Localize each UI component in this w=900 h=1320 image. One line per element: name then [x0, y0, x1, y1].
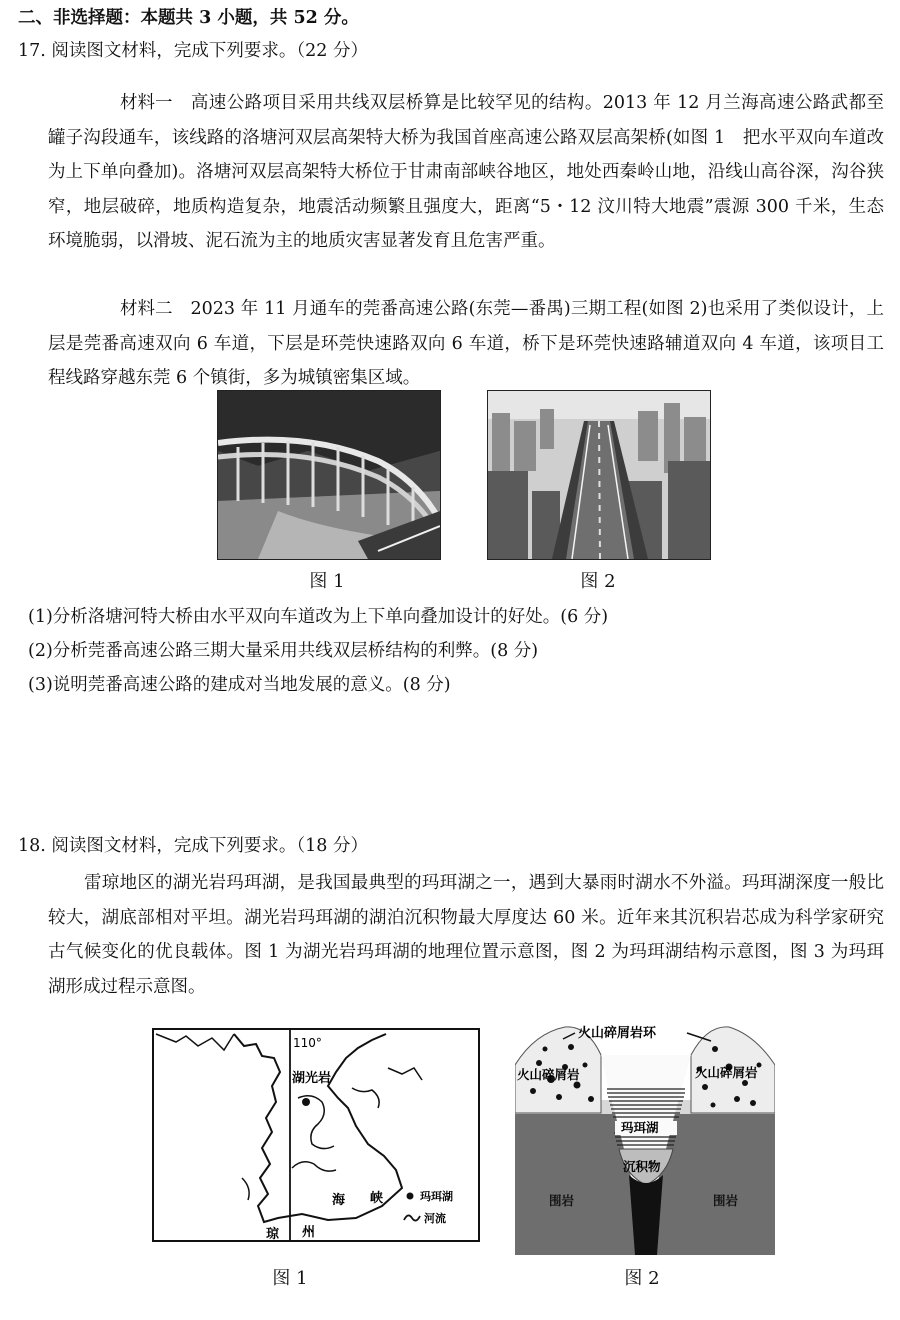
lake-marker [302, 1098, 310, 1106]
bridge-photo-2 [487, 390, 711, 560]
question-18-material [48, 866, 884, 1004]
longitude-label: 110° [293, 1036, 322, 1050]
strait-char-1: 琼 [266, 1227, 280, 1242]
material-2-text: 2023 年 11 月通车的莞番高速公路(东莞—番禺)三期工程(如图 2)也采用了类似设计，上层是莞番高速双向 6 车道，下层是环莞快速路双向 6 车道，桥下是环莞快速路辅道双向 4 车道，该项目工程线路穿越东莞 6 个镇街，多为城镇密集区域。 [48, 299, 884, 388]
material-1-label: 材料一 [120, 93, 173, 113]
lake-label: 玛珥湖 [621, 1120, 659, 1135]
legend-lake-symbol [407, 1193, 414, 1200]
question-18-title: 18. 阅读图文材料，完成下列要求。（18 分） [18, 836, 368, 856]
material-2-label: 材料二 [120, 299, 173, 319]
figure-1-caption-q18: 图 1 [272, 1268, 308, 1289]
question-17-2: (2)分析莞番高速公路三期大量采用共线双层桥结构的利弊。(8 分) [28, 641, 539, 661]
material-1-text: 高速公路项目采用共线双层桥算是比较罕见的结构。2013 年 12 月兰海高速公路武都至罐子沟段通车，该线路的洛塘河双层高架特大桥为我国首座高速公路双层高架桥(如图 1 把水平双向车道改为上下单向叠加)。洛塘河双层高架特大桥位于甘肃南部峡谷地区，地处西秦岭山地，沿线山高谷深，沟谷狭窄，地层破碎，地质构造复杂，地震活动频繁且强度大，距离“5・12 汶川特大地震”震源 300 千米，生态环境脆弱，以滑坡、泥石流为主的地质灾害显著发育且危害严重。 [48, 93, 884, 251]
question-17-3: (3)说明莞番高速公路的建成对当地发展的意义。(8 分) [28, 675, 451, 695]
strait-char-3: 海 [332, 1193, 346, 1208]
material-2 [48, 292, 884, 396]
ring-label: 火山碎屑岩环 [578, 1026, 657, 1041]
strait-char-4: 峡 [370, 1191, 384, 1206]
location-map [152, 1028, 480, 1242]
question-18-material-text: 雷琼地区的湖光岩玛珥湖，是我国最典型的玛珥湖之一，遇到大暴雨时湖水不外溢。玛珥湖深度一般比较大，湖底部相对平坦。湖光岩玛珥湖的湖泊沉积物最大厚度达 60 米。近年来其沉积岩芯成为科学家研究古气候变化的优良载体。图 1 为湖光岩玛珥湖的地理位置示意图，图 2 为玛珥湖结构示意图，图 3 为玛珥湖形成过程示意图。 [48, 873, 884, 997]
question-17-1: (1)分析洛塘河特大桥由水平双向车道改为上下单向叠加设计的好处。(6 分) [28, 607, 609, 627]
right-wall-label: 围岩 [713, 1193, 739, 1208]
question-17-title: 17. 阅读图文材料，完成下列要求。（22 分） [18, 41, 368, 61]
section-header: 二、非选择题：本题共 3 小题，共 52 分。 [18, 8, 359, 28]
figure-2-caption-q17: 图 2 [580, 571, 616, 592]
left-rock-label: 火山碎屑岩 [517, 1067, 580, 1082]
right-rock-label: 火山碎屑岩 [695, 1065, 758, 1080]
bridge-photo-2-image [488, 391, 710, 559]
figure-1-caption-q17: 图 1 [309, 571, 345, 592]
bridge-photo-1 [217, 390, 441, 560]
sediment-label: 沉积物 [623, 1159, 661, 1174]
material-1 [48, 86, 884, 259]
maar-structure-diagram [515, 1025, 775, 1255]
bridge-photo-1-image [218, 391, 440, 559]
left-wall-label: 围岩 [549, 1193, 575, 1208]
figure-2-caption-q18: 图 2 [624, 1268, 660, 1289]
strait-char-2: 州 [302, 1225, 316, 1240]
legend-lake-label: 玛珥湖 [420, 1190, 453, 1203]
legend-river-label: 河流 [424, 1212, 446, 1225]
place-label: 湖光岩 [292, 1071, 332, 1086]
